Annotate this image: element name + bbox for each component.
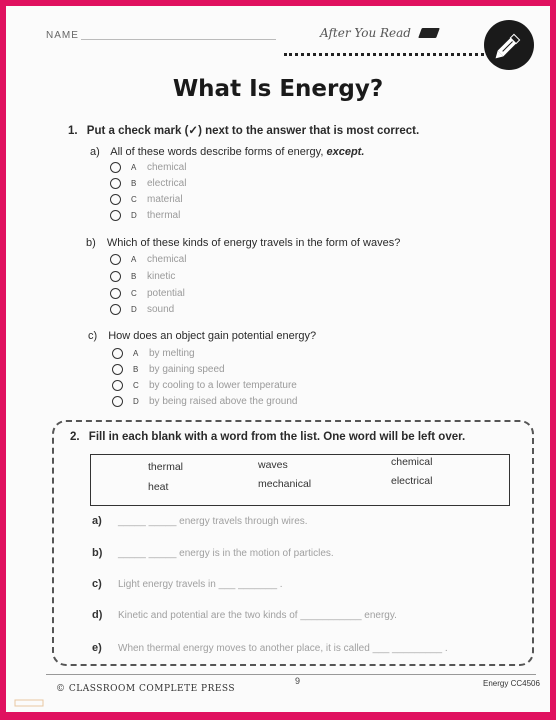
name-label: NAME	[46, 30, 79, 41]
blank-letter: a)	[92, 515, 102, 527]
worksheet-page	[6, 6, 550, 712]
radio-circle[interactable]	[110, 210, 121, 221]
option-1b-d[interactable]	[110, 302, 174, 316]
fill-blank-d[interactable]	[92, 609, 397, 621]
option-1a-c[interactable]	[110, 192, 183, 206]
option-text: potential	[147, 287, 185, 299]
word-bank-item: waves	[258, 459, 288, 471]
option-letter: B	[131, 271, 137, 281]
blank-text: Kinetic and potential are the two kinds of ___________ energy.	[118, 610, 397, 621]
radio-circle[interactable]	[110, 194, 121, 205]
option-text: by cooling to a lower temperature	[149, 379, 297, 391]
fill-blank-c[interactable]	[92, 578, 283, 590]
option-1b-b[interactable]	[110, 269, 175, 283]
part-letter: b)	[86, 237, 96, 249]
option-text: chemical	[147, 253, 187, 265]
option-letter: A	[131, 254, 137, 264]
radio-circle[interactable]	[110, 162, 121, 173]
option-text: sound	[147, 303, 175, 315]
blank-letter: c)	[92, 578, 102, 590]
option-1c-c[interactable]	[112, 378, 297, 392]
option-1a-b[interactable]	[110, 176, 186, 190]
page-number: 9	[295, 676, 301, 686]
dotted-divider	[284, 53, 496, 56]
blank-letter: b)	[92, 547, 103, 559]
option-letter: D	[133, 396, 139, 406]
radio-circle[interactable]	[110, 288, 121, 299]
option-1a-d[interactable]	[110, 208, 180, 222]
option-text: by being raised above the ground	[149, 395, 298, 407]
option-1a-a[interactable]	[110, 160, 186, 174]
option-text: electrical	[147, 177, 187, 189]
option-letter: C	[133, 380, 139, 390]
radio-circle[interactable]	[110, 178, 121, 189]
option-letter: D	[131, 210, 137, 220]
option-text: kinetic	[147, 270, 176, 282]
option-text: by gaining speed	[149, 363, 225, 375]
pencil-badge-icon	[484, 20, 534, 70]
option-1b-c[interactable]	[110, 286, 185, 300]
option-1c-a[interactable]	[112, 346, 195, 360]
book-icon	[418, 28, 440, 38]
word-bank-item: electrical	[391, 475, 433, 487]
footer-rule	[46, 674, 536, 675]
product-code: Energy CC4506	[483, 679, 540, 688]
fill-blank-e[interactable]	[92, 642, 448, 654]
option-1c-b[interactable]	[112, 362, 225, 376]
option-letter: D	[131, 304, 137, 314]
question-1-number: 1.	[68, 125, 78, 137]
option-text: thermal	[147, 209, 181, 221]
radio-circle[interactable]	[112, 396, 123, 407]
question-2-heading	[70, 431, 465, 443]
blank-text: _____ _____ energy travels through wires.	[118, 516, 308, 527]
option-text: chemical	[147, 161, 187, 173]
question-1b	[86, 237, 400, 249]
part-text: How does an object gain potential energy?	[108, 330, 317, 342]
option-1c-d[interactable]	[112, 394, 297, 408]
page-title: What Is Energy?	[172, 76, 384, 102]
fill-blank-a[interactable]	[92, 515, 308, 527]
part-letter: a)	[90, 146, 100, 158]
name-line[interactable]	[81, 39, 276, 40]
question-2-prompt: Fill in each blank with a word from the list. One word will be left over.	[88, 431, 466, 443]
blank-letter: e)	[92, 642, 102, 654]
after-read-label: After You Read	[320, 26, 411, 40]
option-letter: A	[133, 348, 139, 358]
question-1-heading	[68, 123, 419, 137]
word-bank-item: mechanical	[258, 478, 312, 490]
question-1a	[90, 146, 364, 158]
word-bank-item: thermal	[148, 461, 184, 473]
part-text: Which of these kinds of energy travels in the form of waves?	[106, 237, 401, 249]
radio-circle[interactable]	[110, 254, 121, 265]
option-letter: C	[131, 288, 137, 298]
radio-circle[interactable]	[112, 364, 123, 375]
part-emphasis: except.	[326, 146, 365, 158]
word-bank-item: heat	[148, 481, 169, 493]
watermark-logo-icon	[14, 696, 44, 710]
blank-text: _____ _____ energy is in the motion of particles.	[118, 548, 334, 559]
question-2-number: 2.	[70, 431, 80, 443]
option-1b-a[interactable]	[110, 252, 186, 266]
option-text: by melting	[149, 347, 195, 359]
radio-circle[interactable]	[110, 271, 121, 282]
option-letter: B	[131, 178, 137, 188]
option-letter: A	[131, 162, 137, 172]
radio-circle[interactable]	[112, 380, 123, 391]
blank-text: When thermal energy moves to another place, it is called ___ _________ .	[118, 643, 448, 654]
question-1-prompt: Put a check mark (✓) next to the answer that is most correct.	[86, 125, 420, 137]
part-letter: c)	[88, 330, 98, 342]
word-bank-item: chemical	[391, 456, 433, 468]
option-letter: C	[131, 194, 137, 204]
option-text: material	[147, 193, 183, 205]
blank-letter: d)	[92, 609, 103, 621]
publisher-credit: © CLASSROOM COMPLETE PRESS	[56, 684, 236, 694]
part-text: All of these words describe forms of energy,	[110, 146, 324, 158]
radio-circle[interactable]	[112, 348, 123, 359]
blank-text: Light energy travels in ___ _______ .	[118, 579, 283, 590]
question-1c	[88, 330, 316, 342]
option-letter: B	[133, 364, 139, 374]
fill-blank-b[interactable]	[92, 547, 334, 559]
radio-circle[interactable]	[110, 304, 121, 315]
